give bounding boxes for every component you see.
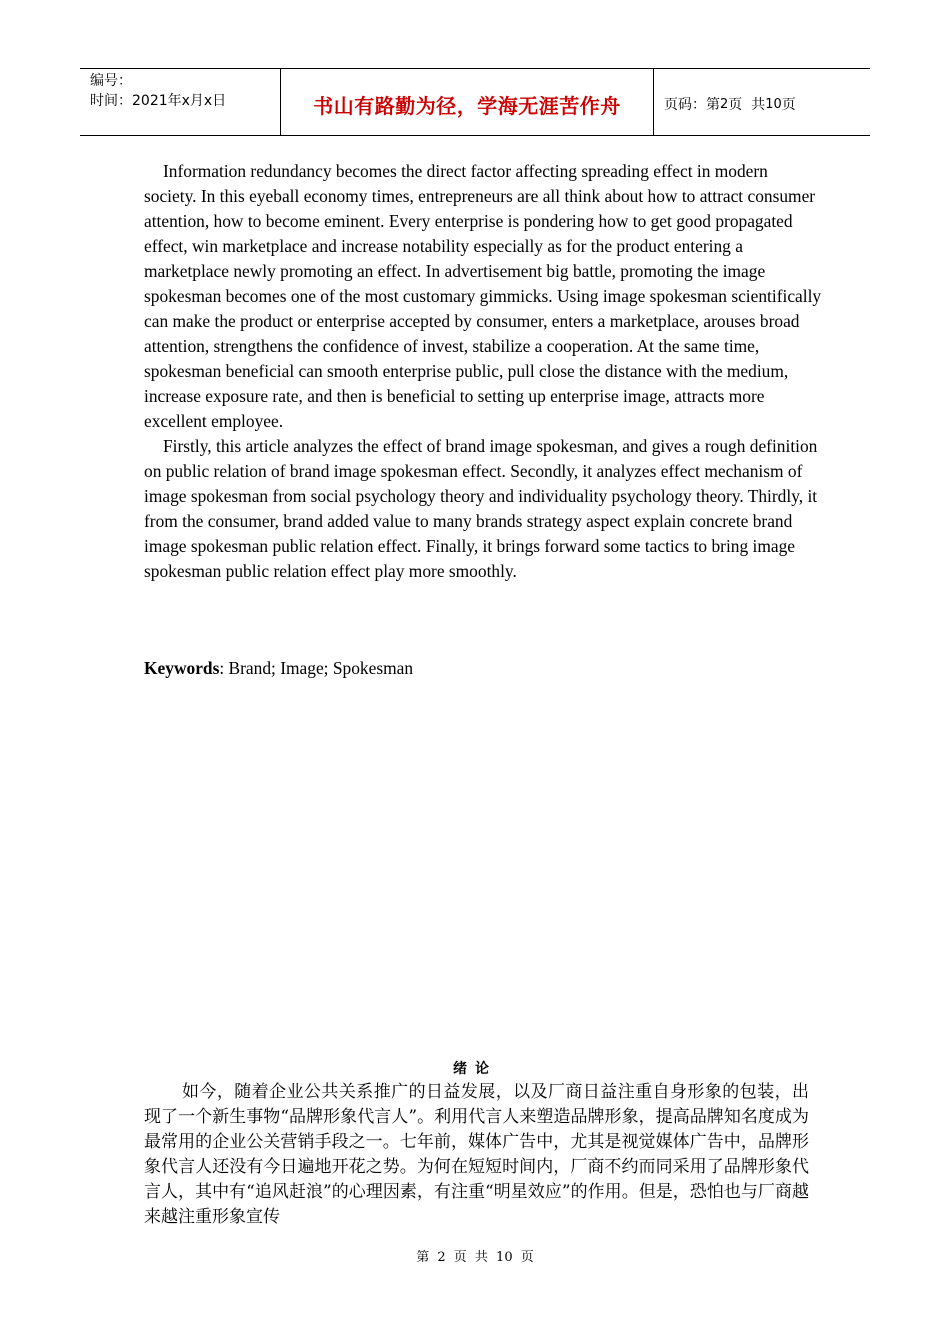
intro-body: 如今，随着企业公共关系推广的日益发展，以及厂商日益注重自身形象的包装，出现了一个新生事物“品牌形象代言人”。利用代言人来塑造品牌形象，提高品牌知名度成为最常用的企业公关营销手段之一。七年前，媒体广告中，尤其是视觉媒体广告中，品牌形象代言人还没有今日遍地开花之势。为何在短短时间内，厂商不约而同采用了品牌形象代言人，其中有“追风赶浪”的心理因素，有注重“明星效应”的作用。但是，恐怕也与厂商越来越注重形象宣传: [144, 1082, 809, 1227]
header-motto-cell: [281, 69, 654, 135]
page-prefix: 页码：第: [664, 97, 720, 113]
intro-title: 绪论: [453, 1061, 497, 1077]
page-header: [80, 68, 870, 136]
date-label: 时间：2021年x月x日: [90, 93, 227, 109]
keywords-value: : Brand; Image; Spokesman: [219, 658, 414, 678]
keywords-line: [144, 656, 413, 681]
page-total: 10: [765, 96, 782, 112]
serial-label: 编号：: [90, 73, 132, 89]
abstract-paragraph-2: Firstly, this article analyzes the effect of brand image spokesman, and gives a rough definition on public relation of brand image spokesman effect. Secondly, it analyzes effect mechanism of image spokesman from social psychology theory and individuality psychology theory. Thirdly, it from the consumer, brand added value to many brands strategy aspect explain concrete brand image spokesman public relation effect. Finally, it brings forward some tactics to bring image spokesman public relation effect play more smoothly.: [144, 436, 818, 581]
page-mid: 页 共: [728, 97, 766, 113]
header-motto: 书山有路勤为径，学海无涯苦作舟: [313, 93, 621, 118]
header-meta: [80, 69, 281, 135]
page-suffix: 页: [781, 97, 796, 113]
page-footer: 第 2 页 共 10 页: [416, 1250, 534, 1265]
abstract-paragraph-1: Information redundancy becomes the direct factor affecting spreading effect in modern society. In this eyeball economy times, entrepreneurs are all think about how to attract consumer attention, how to become eminent. Every enterprise is pondering how to get good propagated effect, win marketplace and increase notability especially as for the product entering a marketplace newly promoting an effect. In advertisement big battle, promoting the image spokesman becomes one of the most customary gimmicks. Using image spokesman scientifically can make the product or enterprise accepted by consumer, enters a marketplace, arouses broad attention, strengthens the confidence of invest, stabilize a cooperation. At the same time, spokesman beneficial can smooth enterprise public, pull close the distance with the medium, increase exposure rate, and then is beneficial to setting up enterprise image, attracts more excellent employee.: [144, 161, 822, 431]
abstract-body: [144, 159, 824, 584]
page-current: 2: [720, 96, 729, 112]
header-page-info: [654, 69, 870, 135]
keywords-label: Keywords: [144, 658, 220, 678]
